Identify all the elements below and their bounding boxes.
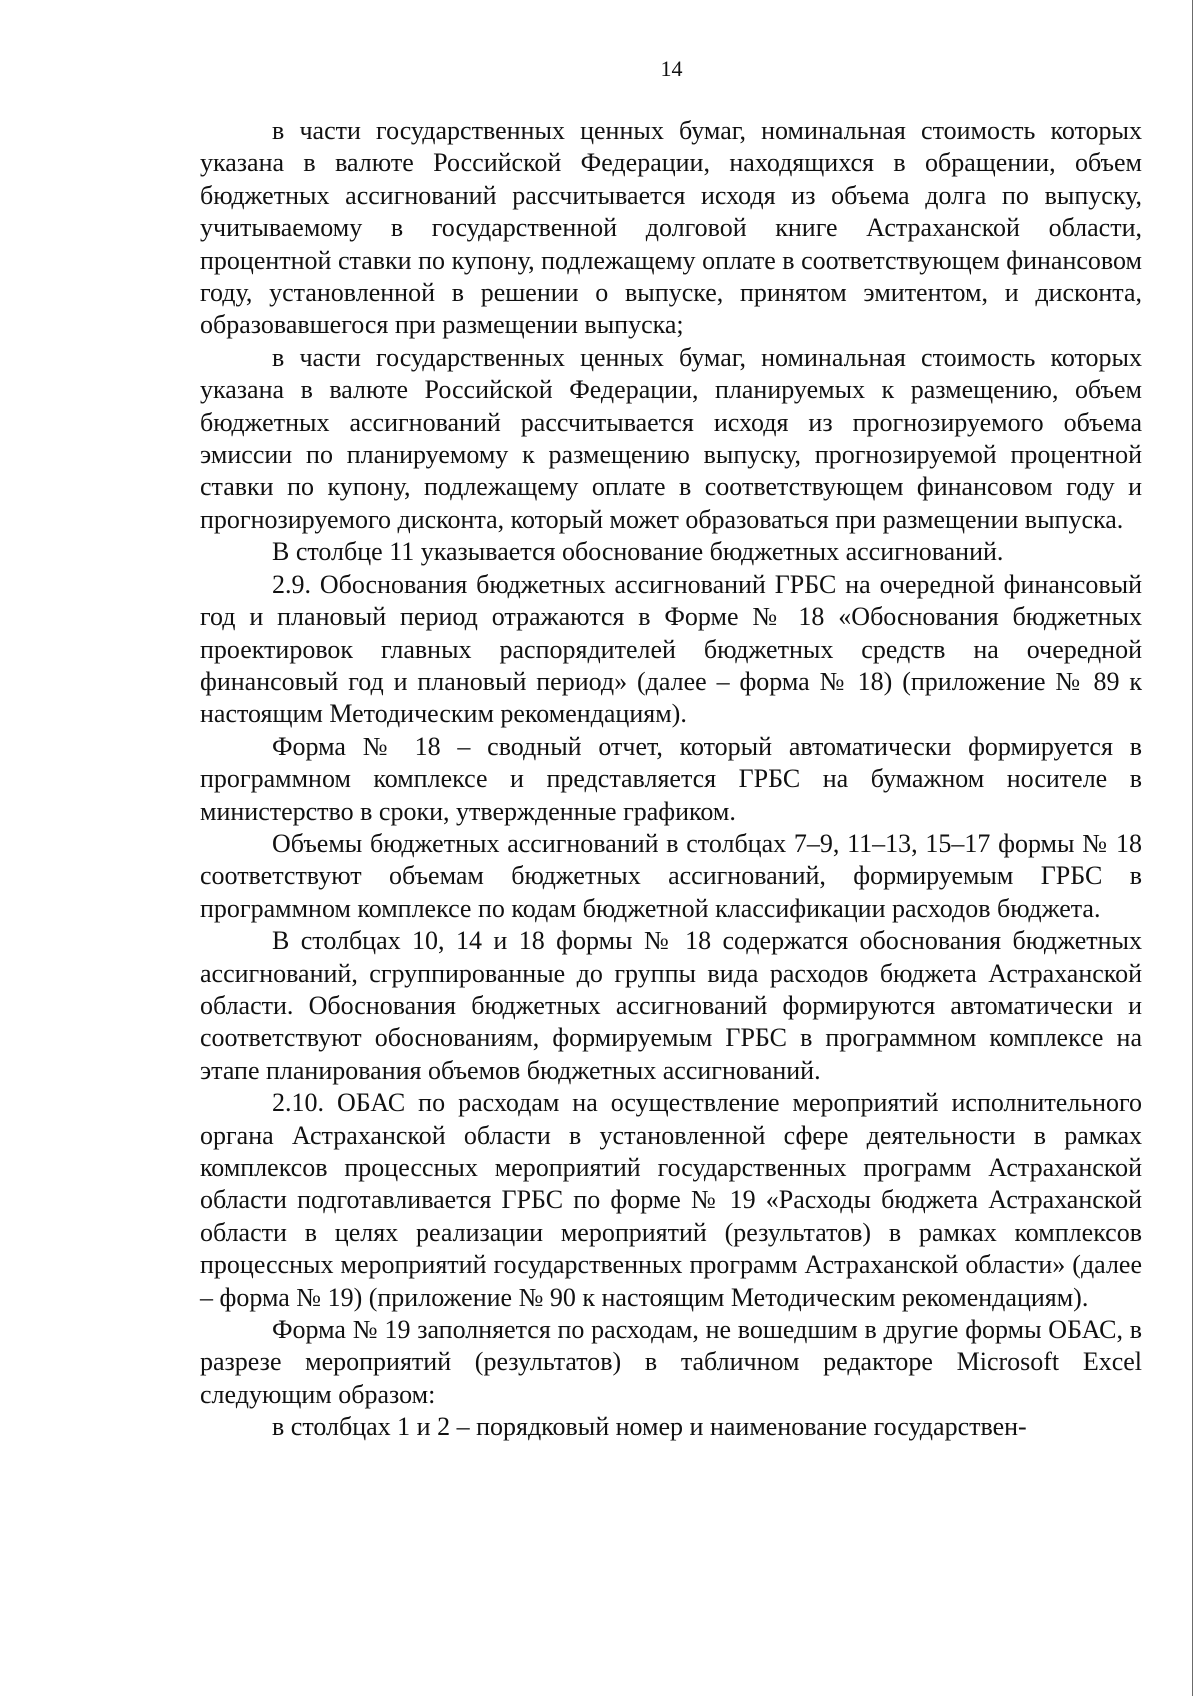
paragraph-form-18-volumes: Объемы бюджетных ассигнований в столбцах 7–9, 11–13, 15–17 формы № 18 соответствуют объемам бюджетных ассигнований, формируемым ГРБС в программном комплексе по кодам бюджетной классификации расходов бюджета. [200,828,1142,923]
paragraph-form-19-filling: Форма № 19 заполняется по расходам, не вошедшим в другие формы ОБАС, в разрезе мероприятий (результатов) в табличном редакторе Microsoft Excel следующим образом: [200,1315,1142,1409]
paragraph-columns-1-2: в столбцах 1 и 2 – порядковый номер и наименование государствен- [272,1412,1027,1442]
paragraph-section-2-9: 2.9. Обоснования бюджетных ассигнований ГРБС на очередной финансовый год и плановый период отражаются в Форме № 18 «Обоснования бюджетных проектировок главных распорядителей бюджетных средств на очередной финансовый год и плановый период» (далее – форма № 18) (приложение № 89 к настоящим Методическим рекомендациям). [200,569,1142,729]
paragraph-securities-in-circulation: в части государственных ценных бумаг, номинальная стоимость которых указана в валюте Российской Федерации, находящихся в обращении, объем бюджетных ассигнований рассчитывается исходя из объема долга по выпуску, учитываемому в государственной долговой книге Астраханской области, процентной ставки по купону, подлежащему оплате в соответствующем финансовом году, установленной в решении о выпуске, принятом эмитентом, и дисконта, образовавшегося при размещении выпуска; [200,116,1142,340]
paragraph-column-11: В столбце 11 указывается обоснование бюджетных ассигнований. [272,537,1004,567]
document-body [200,115,1142,1444]
page-number: 14 [660,56,683,81]
page-edge-divider [1192,0,1193,1696]
paragraph-form-18-justifications: В столбцах 10, 14 и 18 формы № 18 содержатся обоснования бюджетных ассигнований, сгруппированные до группы вида расходов бюджета Астраханской области. Обоснования бюджетных ассигнований формируются автоматически и соответствуют обоснованиям, формируемым ГРБС в программном комплексе на этапе планирования объемов бюджетных ассигнований. [200,926,1142,1085]
paragraph-section-2-10: 2.10. ОБАС по расходам на осуществление мероприятий исполнительного органа Астраханской области в установленной сфере деятельности в рамках комплексов процессных мероприятий государственных программ Астраханской области подготавливается ГРБС по форме № 19 «Расходы бюджета Астраханской области в целях реализации мероприятий (результатов) в рамках комплексов процессных мероприятий государственных программ Астраханской области» (далее – форма № 19) (приложение № 90 к настоящим Методическим рекомендациям). [200,1088,1142,1312]
paragraph-form-18-summary: Форма № 18 – сводный отчет, который автоматически формируется в программном комплексе и представляется ГРБС на бумажном носителе в министерство в сроки, утвержденные графиком. [200,731,1142,826]
paragraph-securities-planned: в части государственных ценных бумаг, номинальная стоимость которых указана в валюте Российской Федерации, планируемых к размещению, объем бюджетных ассигнований рассчитывается исходя из прогнозируемого объема эмиссии по планируемому к размещению выпуску, прогнозируемой процентной ставки по купону, подлежащему оплате в соответствующем финансовом году и прогнозируемого дисконта, который может образоваться при размещении выпуска. [200,342,1142,534]
